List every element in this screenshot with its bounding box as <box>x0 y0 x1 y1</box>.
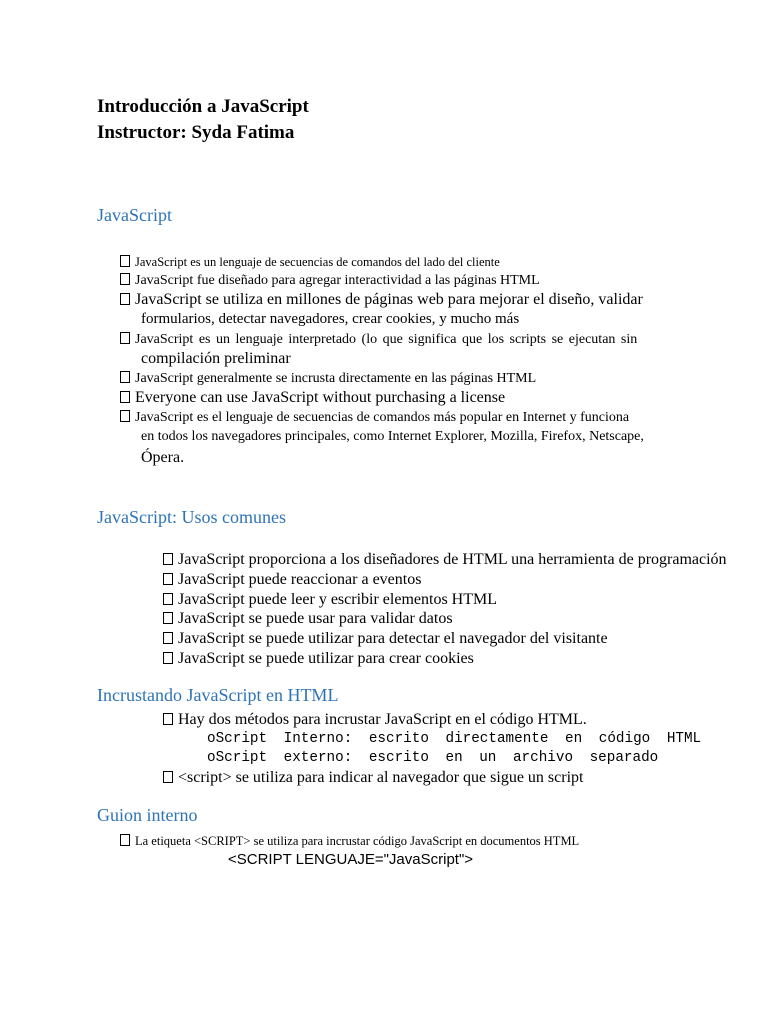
list-item: Hay dos métodos para incrustar JavaScript en el código HTML. <box>163 711 587 729</box>
checkbox-square-icon <box>120 410 130 422</box>
checkbox-square-icon <box>163 573 173 585</box>
list-item: JavaScript generalmente se incrusta directamente en las páginas HTML <box>120 370 536 388</box>
checkbox-square-icon <box>120 273 130 285</box>
list-item: JavaScript se puede utilizar para crear cookies <box>163 650 474 668</box>
checkbox-square-icon <box>163 593 173 605</box>
code-example: <SCRIPT LENGUAJE="JavaScript"> <box>228 851 474 868</box>
list-item: Everyone can use JavaScript without purchasing a license <box>120 389 505 407</box>
list-item: JavaScript es el lenguaje de secuencias de comandos más popular en Internet y funciona <box>120 409 629 427</box>
checkbox-square-icon <box>163 771 173 783</box>
list-item: JavaScript es un lenguaje de secuencias de comandos del lado del cliente <box>120 253 500 271</box>
sub-list-item: oScript Interno: escrito directamente en código HTML <box>207 731 702 747</box>
checkbox-square-icon <box>120 391 130 403</box>
checkbox-square-icon <box>120 293 130 305</box>
checkbox-square-icon <box>163 632 173 644</box>
list-item: JavaScript se utiliza en millones de páginas web para mejorar el diseño, validar <box>120 291 643 309</box>
list-item: JavaScript es un lenguaje interpretado (lo que significa que los scripts se ejecutan sin <box>120 331 637 349</box>
list-item-continuation: formularios, detectar navegadores, crear cookies, y mucho más <box>141 311 520 327</box>
list-item-continuation: en todos los navegadores principales, como Internet Explorer, Mozilla, Firefox, Netscape, <box>141 429 644 444</box>
checkbox-square-icon <box>120 371 130 383</box>
section-heading-incrustando: Incrustando JavaScript en HTML <box>97 685 339 705</box>
instructor-line: Instructor: Syda Fatima <box>97 122 295 143</box>
document-title: Introducción a JavaScript <box>97 96 309 117</box>
list-item-continuation: Ópera. <box>141 449 185 466</box>
checkbox-square-icon <box>163 553 173 565</box>
list-item: JavaScript puede leer y escribir elementos HTML <box>163 591 497 609</box>
section-heading-usos-comunes: JavaScript: Usos comunes <box>97 507 286 527</box>
sub-list-item: oScript externo: escrito en un archivo separado <box>207 750 659 766</box>
list-item: <script> se utiliza para indicar al navegador que sigue un script <box>163 769 583 787</box>
checkbox-square-icon <box>163 713 173 725</box>
checkbox-square-icon <box>120 255 130 267</box>
list-item: JavaScript proporciona a los diseñadores de HTML una herramienta de programación <box>163 551 727 569</box>
list-item: JavaScript fue diseñado para agregar interactividad a las páginas HTML <box>120 272 540 290</box>
list-item: La etiqueta <SCRIPT> se utiliza para incrustar código JavaScript en documentos HTML <box>120 832 579 850</box>
list-item-continuation: compilación preliminar <box>141 350 291 367</box>
checkbox-square-icon <box>120 332 130 344</box>
checkbox-square-icon <box>163 612 173 624</box>
list-item: JavaScript puede reaccionar a eventos <box>163 571 421 589</box>
checkbox-square-icon <box>163 652 173 664</box>
list-item: JavaScript se puede usar para validar datos <box>163 610 453 628</box>
section-heading-javascript: JavaScript <box>97 205 172 225</box>
list-item: JavaScript se puede utilizar para detectar el navegador del visitante <box>163 630 608 648</box>
section-heading-guion-interno: Guion interno <box>97 805 198 825</box>
checkbox-square-icon <box>120 834 130 846</box>
